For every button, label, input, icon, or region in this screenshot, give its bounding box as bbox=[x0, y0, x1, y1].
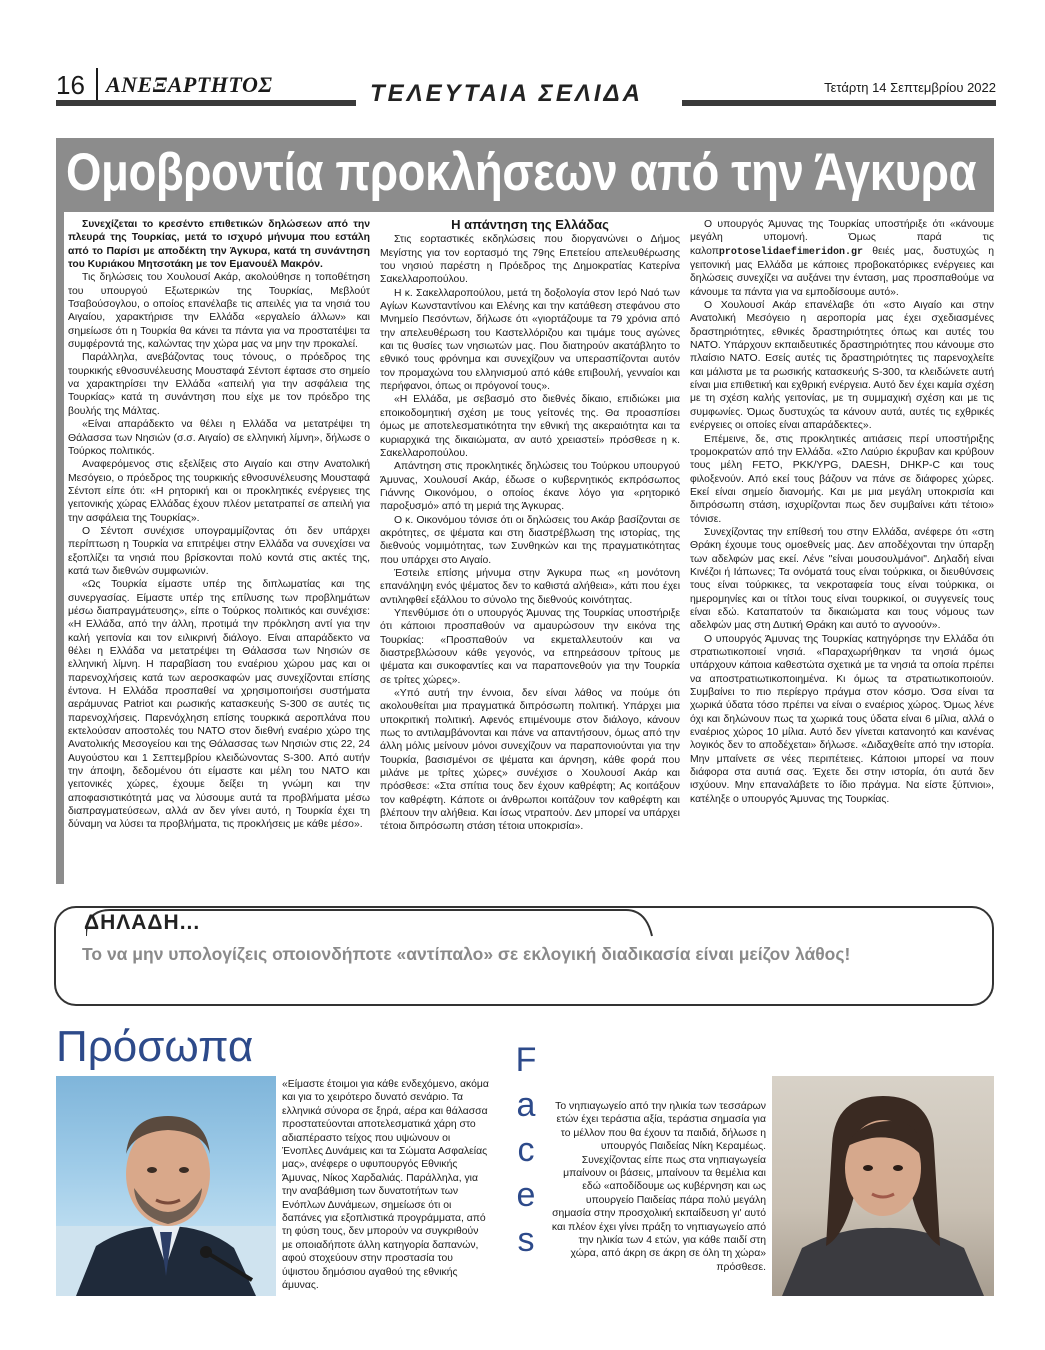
article-paragraph: Αναφερόμενος στις εξελίξεις στο Αιγαίο και στην Ανατολική Μεσόγειο, ο πρόεδρος της τουρκικής εθνοσυνέλευσης Μουσταφά Σέντοπ είπε ότι: «Η ρητορική και οι προκλητικές ενέργειες της γειτονικής χώρας Ελλάδας έχουν πλέον μετατραπεί σε απειλή για την ασφάλεια της Τουρκίας». bbox=[68, 459, 370, 524]
article-paragraph: Συνεχίζοντας την επίθεσή του στην Ελλάδα, ανέφερε ότι «στη Θράκη έχουμε τους ομοεθνείς μας. Δεν αποδέχονται την ύπαρξη των αδελφών μας εκεί. Λένε "είναι μουσουλμάνοι". Δηλαδή είναι Κινέζοι ή Ιάπωνες; Τα ονόματά τους είναι τούρκικα, οι διευθύνσεις τους είναι τούρκικες, τα νεκροταφεία τους είναι τούρκικα, οι ημερομηνίες και οι τίτλοι τους είναι τουρκικοί, οι συγγενείς τους είναι εδώ. Καταπατούν τα δικαιώματα και τους νόμους των αδελφών μας στη Δυτική Θράκη και αυτό το αγνοούν». bbox=[690, 526, 994, 632]
article-paragraph: Υπενθύμισε ότι ο υπουργός Άμυνας της Τουρκίας υποστήριξε ότι κάποιοι προσπαθούν να αμαυρώσουν την εικόνα της Τουρκίας: «Προσπαθούν να εκμεταλλευτούν και να διαστρεβλώσουν κάθε γεγονός, να επηρεάσουν τρίτους με ψέματα και συκοφαντίες και να παραπονεθούν για την Τουρκία σε τρίτες χώρες». bbox=[380, 607, 680, 686]
article-paragraph: Απάντηση στις προκλητικές δηλώσεις του Τούρκου υπουργού Άμυνας, Χουλουσί Ακάρ, έδωσε ο κυβερνητικός εκπρόσωπος Γιάννης Οικονόμου, ο οποίος έκανε λόγο για «ρητορικό παροξυσμό» από τη μεριά της Άγκυρας. bbox=[380, 461, 680, 513]
page-number: 16 bbox=[56, 70, 85, 100]
header-divider bbox=[96, 68, 98, 102]
portrait-photo-woman bbox=[772, 1076, 994, 1296]
article-paragraph bbox=[690, 218, 994, 299]
article-paragraph: Ο Χουλουσί Ακάρ επανέλαβε ότι «στο Αιγαίο και στην Ανατολική Μεσόγειο η αεροπορία μας έχει σχεδιασμένες δραστηριότητες, εθνικές δραστηριότητες όπως και αυτές του ΝΑΤΟ. Υπάρχουν εκπαιδευτικές δραστηριότητες που κάνουμε στο πλαίσιο ΝΑΤΟ. Εσείς αυτές τις δραστηριότητες τις παρενοχλείτε και μάλιστα με τα ρωσικής κατασκευής S-300, τα κλειδώνετε αυτή είναι μια επιθετική και εχθρική ενέργεια. Αυτό δεν έχει καμία σχέση με τη σχέση καλής γειτονίας, με τη συμμαχική σχέση και με τις συμφωνίες. Όμως δυστυχώς τα κάνουν αυτά, αυτές τις εχθρικές ενέργειες οι οποίες είναι απαράδεκτες». bbox=[690, 300, 995, 432]
article-paragraph: Έστειλε επίσης μήνυμα στην Άγκυρα πως «η μονότονη επανάληψη ενός ψέματος δεν το καθιστά αλήθεια», κάτι που έχει αντιληφθεί εξάλλου το σύνολο της διεθνούς κοινότητας. bbox=[380, 567, 680, 606]
diladi-title: ΔΗΛΑΔΗ... bbox=[84, 911, 201, 934]
article-column-3 bbox=[690, 218, 994, 806]
article-side-strip bbox=[56, 212, 64, 884]
paragraph-start: Ο υπουργός Άμυνας της Τουρκίας υποστήριξε ότι «κάνουμε μεγάλη υπομονή. Όμως παρά τις καλοπ bbox=[690, 219, 994, 257]
article-headline: Ομοβροντία προκλήσεων από την Άγκυρα bbox=[66, 143, 977, 202]
header-rule-left bbox=[56, 100, 356, 106]
newspaper-name: ΑΝΕΞΑΡΤΗΤΟΣ bbox=[106, 72, 273, 97]
article-paragraph: «Ως Τουρκία είμαστε υπέρ της διπλωματίας και της συνεργασίας. Είμαστε υπέρ της επίλυσης των προβλημάτων μέσω διαπραγμάτευσης», είπε ο Τούρκος πολιτικός και συνέχισε: «Η Ελλάδα, από την άλλη, προτιμά την πρόκληση αντί για την καλή γειτονία και τον ειλικρινή διάλογο. Είναι απαράδεκτο να θέλει η Ελλάδα να μετατρέψει τη Θάλασσα των Νησιών σε ελληνική λίμνη. Η παραβίαση του εναέριου χώρου μας και οι παρενοχλήσεις κατά των αεροσκαφών μας συνεχίζονται επίσης έντονα. Η Ελλάδα προσπαθεί να χρησιμοποιήσει συστήματα αεράμυνας Patriot και ρωσικής κατασκευής S-300 σε αυτές τις παρενοχλήσεις. Παρενόχληση επίσης τουρκικά αεροπλάνα που εκτελούσαν αποστολές του ΝΑΤΟ στον διεθνή εναέριο χώρο της Ανατολικής Μεσογείου και της Θάλασσας των Νησιών στις 22, 24 Αυγούστου και 1 Σεπτεμβρίου κλειδώνοντας S-300. Από αυτήν την άποψη, δεδομένου ότι είμαστε και μέλη του ΝΑΤΟ και γειτονικές χώρες, έχουμε δείξει τη γνώμη και την αποφασιστικότητά μας να λύσουμε αυτά τα προβλήματα μέσω διαπραγματεύσεων, αλλά αν δεν γίνει αυτό, η Τουρκία έχει τη δύναμη να λύσει τα προβλήματα, τις προκλήσεις με κάθε μέσο». bbox=[68, 579, 370, 831]
article-paragraph: Παράλληλα, ανεβάζοντας τους τόνους, ο πρόεδρος της τουρκικής εθνοσυνέλευσης Μουσταφά Σέντοπ έφτασε στο σημείο να χαρακτηρίσει την Ελλάδα «απειλή για την ασφάλεια της Τουρκίας» κατά τη συνάντηση που είχε με τον πρόεδρο της βουλής της Μάλτας. bbox=[68, 352, 370, 417]
article-column-2 bbox=[380, 218, 680, 834]
prosopa-title: Πρόσωπα bbox=[56, 1022, 254, 1071]
faces-letter: s bbox=[517, 1221, 535, 1259]
headline-box bbox=[56, 138, 994, 212]
prosopa-text-2: Το νηπιαγωγείο από την ηλικία των τεσσάρων ετών έχει τεράστια αξία, τεράστια σημασία για το μέλλον που θα έχουν τα παιδιά, δήλωσε η υπουργός Παιδείας Νίκη Κεραμέως. Συνεχίζοντας είπε πως στα νηπιαγωγεία μπαίνουν οι βάσεις, μπαίνουν τα θεμέλια και εδώ «αποδίδουμε ως κυβέρνηση και ως υπουργείο Παιδείας πάρα πολύ μεγάλη σημασία στην προσχολική εκπαίδευση γι' αυτό και πλέον έχει γίνει πράξη το νηπιαγωγείο από την ηλικία των 4 ετών, για κάθε παιδί στη χώρα, από άκρη σε άκρη σε όλη τη χώρα» πρόσθεσε. bbox=[551, 1101, 766, 1273]
diladi-box bbox=[54, 906, 994, 1006]
page-header bbox=[56, 66, 996, 108]
faces-letter: c bbox=[517, 1131, 535, 1169]
issue-date: Τετάρτη 14 Σεπτεμβρίου 2022 bbox=[824, 80, 996, 95]
article-paragraph: «Η Ελλάδα, με σεβασμό στο διεθνές δίκαιο, επιδιώκει μια εποικοδομητική σχέση με τους γείτονές της. Θα προασπίσει όμως με αποτελεσματικότητα την εθνική της ακεραιότητα και τα κυριαρχικά της δικαιώματα, αν αυτό χρειαστεί» πρόσθεσε η κ. Σακελλαροπούλου. bbox=[380, 394, 680, 459]
article-paragraph: Ο υπουργός Άμυνας της Τουρκίας κατηγόρησε την Ελλάδα ότι στρατιωτικοποιεί νησιά. «Παραχωρήθηκαν τα νησιά όμως υπάρχουν κάποια καθεστώτα σχετικά με τα νησιά τα οποία πρέπει να αποστρατιωτικοποιημένα. Κι όμως τα στρατιωτικοποιούν. Συμβαίνει το πιο περίεργο πράγμα στον κόσμο. Όσα είναι τα χωρικά ύδατα τόσο πρέπει να είναι ο εναέριος χώρος. Όμως λένε όχι και δηλώνουν πως τα χωρικά τους ύδατα είναι 6 μίλια, αλλά ο εναέριος χώρος 10 μίλια. Αυτό δεν γίνεται κατανοητό και κανένας λογικός δεν το αποδέχεται» δήλωσε. «Διδαχθείτε από την ιστορία. Μην μπαίνετε σε νέες περιπέτειες. Κάποιοι μπορεί να πουν διάφορα στα αυτιά σας. Έχετε δει στην ιστορία, ότι αυτά δεν ισχύουν. Μην επαναλάβετε το ίδιο πράγμα. Να είστε ξύπνιοι», κατέληξε ο υπουργός Άμυνας της Τουρκίας. bbox=[690, 633, 994, 805]
article-paragraph: Ο Σέντοπ συνέχισε υπογραμμίζοντας ότι δεν υπάρχει περίπτωση η Τουρκία να επιτρέψει στην Ελλάδα να συνεχίσει να εξοπλίζει τα νησιά που βρίσκονται πολύ κοντά στις ακτές της, κατά των διεθνών συμφωνιών. bbox=[68, 525, 370, 577]
site-watermark: protoselidaefimeridon.gr bbox=[718, 246, 863, 258]
article-lead: Συνεχίζεται το κρεσέντο επιθετικών δηλώσεων από την πλευρά της Τουρκίας, μετά το ισχυρό μήνυμα που εστάλη από το Παρίσι με αποδέκτη την Άγκυρα, κατά τη συνάντηση του Κυριάκου Μητσοτάκη με τον Εμανουέλ Μακρόν. bbox=[68, 219, 370, 271]
paragraph-rest: θειές μας, δυστυχώς η γειτονική μας Ελλάδα με κάποιες προβοκατόρικες ενέργειες και δηλώσεις συνεχίζει να αυξάνει την ένταση, μας προσπαθούμε να κάνουμε τα πάντα για να εμποδίσουμε αυτό». bbox=[690, 245, 994, 298]
article-paragraph: Επέμεινε, δε, στις προκλητικές αιτιάσεις περί υποστήριξης τρομοκρατών από την Ελλάδα. «Στο Λαύριο έκρυβαν και κρύβουν τους μέλη FETO, PKK/YPG, DAESH, DHKP-C και τους φιλοξενούν. Από εκεί τους βάζουν να πάνε σε διάφορες χώρες. Εκεί είναι σημείο διανομής. Και με μια μεγάλη υποκρισία και διπρόσωπη στάση, ισχυρίζονται πως δεν συμβαίνει κάτι τέτοιο» τόνισε. bbox=[690, 433, 994, 525]
article-paragraph: Η κ. Σακελλαροπούλου, μετά τη δοξολογία στον Ιερό Ναό των Αγίων Κωνσταντίνου και Ελένης και την κατάθεση στεφάνου στο Μνημείο Πεσόντων, δήλωσε ότι «γιορτάζουμε τα 79 χρόνια από την απελευθέρωση του Καστελλόριζου και τιμάμε τους αγώνες και τις θυσίες των νησιωτών μας. Που διατηρούν ακατάβλητο το εθνικό τους φρόνημα και συνεχίζουν να υπερασπίζονται αυτόν τον προμαχώνα του ελληνισμού από κάθε επιβουλή, γενναίοι και περήφανοι, όπως οι πρόγονοί τους». bbox=[380, 287, 680, 393]
article-column-1 bbox=[68, 218, 370, 832]
faces-letter: a bbox=[516, 1086, 536, 1124]
portrait-photo-man bbox=[56, 1076, 276, 1296]
article-paragraph: «Υπό αυτή την έννοια, δεν είναι λάθος να πούμε ότι ακολουθείται μια πραγματικά διπρόσωπη πολιτική. Υπάρχει μια υποκριτική πολιτική. Αφενός επιμένουμε στον διάλογο, κάνουν πως το αντιλαμβάνονται και πάνε να απαντήσουν, όμως από την άλλη μόλις μείνουν μόνοι συνεχίζουν να παραπονιούνται για την Τουρκία, βασισμένοι σε ψέματα και άρνηση, κάθε φορά που μιλάνε με τρίτες χώρες» συνέχισε ο Χουλουσί Ακάρ και πρόσθεσε: «Στα σπίτια τους δεν έχουν καθρέφτη; Ας κοιτάξουν τον καθρέφτη. Κάποτε οι άνθρωποι κοιτάζουν τον καθρέφτη και βλέπουν την αλήθεια. Και ίσως ντραπούν. Δεν μπορεί να υπάρχει τέτοια διπρόσωπη στάση τέτοια υποκρισία». bbox=[380, 688, 680, 833]
section-title: ΤΕΛΕΥΤΑΙΑ ΣΕΛΙΔΑ bbox=[370, 80, 643, 107]
diladi-text: Το να μην υπολογίζεις οποιονδήποτε «αντίπαλο» σε εκλογική διαδικασία είναι μείζον λάθος! bbox=[82, 944, 851, 964]
portrait-woman-illustration bbox=[772, 1076, 994, 1296]
header-rule-right bbox=[682, 100, 996, 106]
article-paragraph: Ο κ. Οικονόμου τόνισε ότι οι δηλώσεις του Ακάρ βασίζονται σε ακρότητες, σε ψέματα και στη διαστρέβλωση της ιστορίας, της διεθνούς νομιμότητας, των Συνθηκών και της πραγματικότητας που υπάρχει στο Αιγαίο. bbox=[380, 514, 680, 566]
portrait-man-illustration bbox=[56, 1076, 276, 1296]
faces-vertical-title bbox=[514, 1038, 538, 1263]
faces-letter: e bbox=[516, 1176, 536, 1214]
article-paragraph: Τις δηλώσεις του Χουλουσί Ακάρ, ακολούθησε η τοποθέτηση του υπουργού Εξωτερικών της Τουρκίας, Μεβλούτ Τσαβούσογλου, ο οποίος επανέλαβε τις απειλές για τα νησιά του Αιγαίου, χαρακτήρισε την Ελλάδα «εργαλείο άλλων» και σημείωσε ότι η Τουρκία θα κάνει τα πάντα για να προστατέψει τα συμφέροντά της, καλώντας την χώρα μας να μην την προκαλεί. bbox=[68, 272, 370, 351]
article-paragraph: «Είναι απαράδεκτο να θέλει η Ελλάδα να μετατρέψει τη Θάλασσα των Νησιών (σ.σ. Αιγαίο) σε ελληνική λίμνη», δήλωσε ο Τούρκος πολιτικός. bbox=[68, 419, 370, 457]
subheading: Η απάντηση της Ελλάδας bbox=[451, 217, 609, 232]
article-paragraph: Στις εορταστικές εκδηλώσεις που διοργανώνει ο Δήμος Μεγίστης για τον εορτασμό της 79ης Επετείου απελευθέρωσης του νησιού παρέστη η Πρόεδρος της Δημοκρατίας Κατερίνα Σακελλαροπούλου. bbox=[380, 234, 680, 286]
faces-letter: F bbox=[515, 1041, 537, 1079]
prosopa-text-1: «Είμαστε έτοιμοι για κάθε ενδεχόμενο, ακόμα και για το χειρότερο δυνατό σενάριο. Τα ελληνικά σύνορα σε ξηρά, αέρα και θάλασσα προστατεύονται αποτελεσματικά χάρη στο αδιαπέραστο τείχος που υψώνουν οι Ένοπλες Δυνάμεις και τα Σώματα Ασφαλείας μας», ανέφερε ο υφυπουργός Εθνικής Άμυνας, Νίκος Χαρδαλιάς. Παράλληλα, για την αναβάθμιση των δυνατοτήτων των Ενόπλων Δυνάμεων, σημείωσε ότι οι δαπάνες για εξοπλιστικά προγράμματα, από τη φύση τους, δεν μπορούν να συγκριθούν με οποιαδήποτε άλλη κατηγορία δαπανών, αφού στοχεύουν στην προστασία του ύψιστου δημόσιου αγαθού της εθνικής άμυνας. bbox=[282, 1079, 489, 1292]
